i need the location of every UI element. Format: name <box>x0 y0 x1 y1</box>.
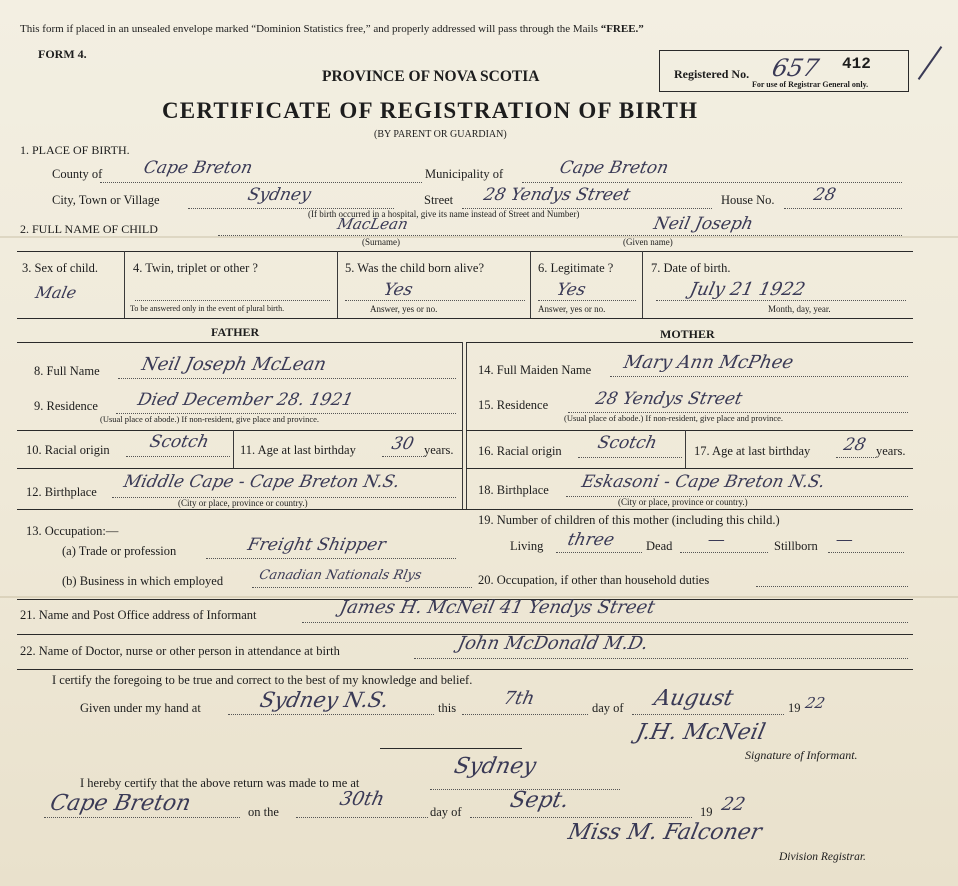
mother-birthplace-label: 18. Birthplace <box>478 483 549 497</box>
street-label: Street <box>424 193 454 207</box>
occupation-label: 13. Occupation:— <box>26 524 119 538</box>
county-value: Cape Breton <box>141 158 255 178</box>
registrar-county-value: Cape Breton <box>47 791 194 816</box>
given-year-value: 22 <box>803 694 827 712</box>
date-of-birth-value: July 21 1922 <box>687 279 808 300</box>
registered-label: Registered No. <box>674 67 750 81</box>
stillborn-value: — <box>833 530 856 550</box>
registrar-year-value: 22 <box>719 794 748 815</box>
father-birthplace-label: 12. Birthplace <box>26 485 97 499</box>
mother-age-value: 28 <box>841 435 868 455</box>
father-birthplace-note: (City or place, province or country.) <box>178 498 308 508</box>
surname-caption: (Surname) <box>362 237 400 247</box>
municipality-value: Cape Breton <box>557 158 671 178</box>
children-count-label: 19. Number of children of this mother (including this child.) <box>478 513 780 527</box>
child-surname: MacLean <box>335 215 410 233</box>
legitimate-value: Yes <box>554 280 588 300</box>
sex-value: Male <box>33 283 79 302</box>
registrar-month-value: Sept. <box>507 788 572 813</box>
registrar-use-note: For use of Registrar General only. <box>752 80 869 89</box>
county-label: County of <box>52 167 103 181</box>
father-residence-value: Died December 28. 1921 <box>135 390 356 410</box>
house-number-value: 28 <box>811 185 838 205</box>
informant-label: 21. Name and Post Office address of Informant <box>20 608 257 622</box>
stillborn-label: Stillborn <box>774 539 818 553</box>
mother-heading: MOTHER <box>660 327 715 341</box>
mother-racial-label: 16. Racial origin <box>478 444 562 458</box>
born-alive-note: Answer, yes or no. <box>370 304 438 314</box>
father-racial-value: Scotch <box>147 432 211 452</box>
dead-value: — <box>705 530 728 550</box>
mother-age-label: 17. Age at last birthday <box>694 444 811 458</box>
father-birthplace-value: Middle Cape - Cape Breton N.S. <box>121 472 402 492</box>
this-label: this <box>438 701 457 715</box>
twin-note: To be answered only in the event of plural birth. <box>130 304 285 313</box>
city-label: City, Town or Village <box>52 193 160 207</box>
given-place-value: Sydney N.S. <box>257 688 392 712</box>
twin-label: 4. Twin, triplet or other ? <box>133 261 258 275</box>
father-residence-label: 9. Residence <box>34 399 98 413</box>
province-heading: PROVINCE OF NOVA SCOTIA <box>322 68 540 85</box>
mother-name-value: Mary Ann McPhee <box>621 352 796 373</box>
child-name-label: 2. FULL NAME OF CHILD <box>20 222 158 236</box>
born-alive-label: 5. Was the child born alive? <box>345 261 485 275</box>
mother-residence-label: 15. Residence <box>478 398 549 412</box>
trade-value: Freight Shipper <box>245 535 388 555</box>
registrar-statement: I hereby certify that the above return was made to me at <box>80 776 360 790</box>
mailing-note: This form if placed in an unsealed envelope marked “Dominion Statistics free,” and properly addressed will pass through the Mails “FREE.” <box>20 23 644 35</box>
trade-label: (a) Trade or profession <box>62 544 177 558</box>
registrar-year-prefix: 19 <box>700 805 713 819</box>
date-of-birth-label: 7. Date of birth. <box>651 261 731 275</box>
registrar-day-value: 30th <box>337 788 387 810</box>
registered-handwritten: 657 <box>769 54 822 82</box>
father-age-label: 11. Age at last birthday <box>240 443 356 457</box>
father-age-unit: years. <box>424 443 454 457</box>
given-month-value: August <box>651 686 736 711</box>
father-name-label: 8. Full Name <box>34 364 100 378</box>
registrar-day-of-label: day of <box>430 805 462 819</box>
mother-residence-note: (Usual place of abode.) If non-resident, give place and province. <box>564 413 784 423</box>
father-name-value: Neil Joseph McLean <box>139 354 329 375</box>
legitimate-note: Answer, yes or no. <box>538 304 606 314</box>
year-prefix: 19 <box>788 701 801 715</box>
legitimate-label: 6. Legitimate ? <box>538 261 614 275</box>
street-value: 28 Yendys Street <box>481 185 633 205</box>
living-value: three <box>565 530 617 550</box>
given-day-value: 7th <box>501 688 537 709</box>
informant-signature-caption: Signature of Informant. <box>745 748 858 762</box>
municipality-label: Municipality of <box>425 167 504 181</box>
child-given-name: Neil Joseph <box>651 214 755 234</box>
business-value: Canadian Nationals Rlys <box>257 568 423 583</box>
form-number: FORM 4. <box>38 47 87 61</box>
certificate-title: CERTIFICATE OF REGISTRATION OF BIRTH <box>162 98 699 123</box>
living-label: Living <box>510 539 544 553</box>
given-under-label: Given under my hand at <box>80 701 201 715</box>
doctor-label: 22. Name of Doctor, nurse or other person in attendance at birth <box>20 644 340 658</box>
registrar-place-value: Sydney <box>451 754 539 779</box>
father-racial-label: 10. Racial origin <box>26 443 110 457</box>
given-name-caption: (Given name) <box>623 237 673 247</box>
registrar-signature: Miss M. Falconer <box>565 820 764 845</box>
mother-name-label: 14. Full Maiden Name <box>478 363 592 377</box>
hospital-note: (If birth occurred in a hospital, give its name instead of Street and Number) <box>308 209 580 219</box>
informant-value: James H. McNeil 41 Yendys Street <box>337 597 657 618</box>
mother-birthplace-value: Eskasoni - Cape Breton N.S. <box>579 472 827 492</box>
certificate-subtitle: (BY PARENT OR GUARDIAN) <box>374 129 507 140</box>
fold-line <box>0 236 958 238</box>
father-residence-note: (Usual place of abode.) If non-resident, give place and province. <box>100 414 320 424</box>
mother-birthplace-note: (City or place, province or country.) <box>618 497 748 507</box>
father-age-value: 30 <box>389 434 416 454</box>
born-alive-value: Yes <box>381 280 415 300</box>
certification-statement: I certify the foregoing to be true and correct to the best of my knowledge and belief. <box>52 673 473 687</box>
doctor-value: John McDonald M.D. <box>455 633 650 654</box>
registrar-signature-caption: Division Registrar. <box>779 851 866 863</box>
date-of-birth-note: Month, day, year. <box>768 304 831 314</box>
mother-racial-value: Scotch <box>595 433 659 453</box>
on-the-label: on the <box>248 805 279 819</box>
registered-stamp: 412 <box>842 55 871 73</box>
mother-residence-value: 28 Yendys Street <box>593 389 745 409</box>
dead-label: Dead <box>646 539 673 553</box>
place-of-birth-heading: 1. PLACE OF BIRTH. <box>20 143 130 157</box>
mother-occupation-label: 20. Occupation, if other than household duties <box>478 573 710 587</box>
father-heading: FATHER <box>211 325 260 339</box>
business-label: (b) Business in which employed <box>62 574 224 588</box>
informant-signature: J.H. McNeil <box>633 720 768 745</box>
mother-age-unit: years. <box>876 444 906 458</box>
city-value: Sydney <box>245 185 313 205</box>
day-of-label: day of <box>592 701 624 715</box>
sex-label: 3. Sex of child. <box>22 261 99 275</box>
house-number-label: House No. <box>721 193 775 207</box>
